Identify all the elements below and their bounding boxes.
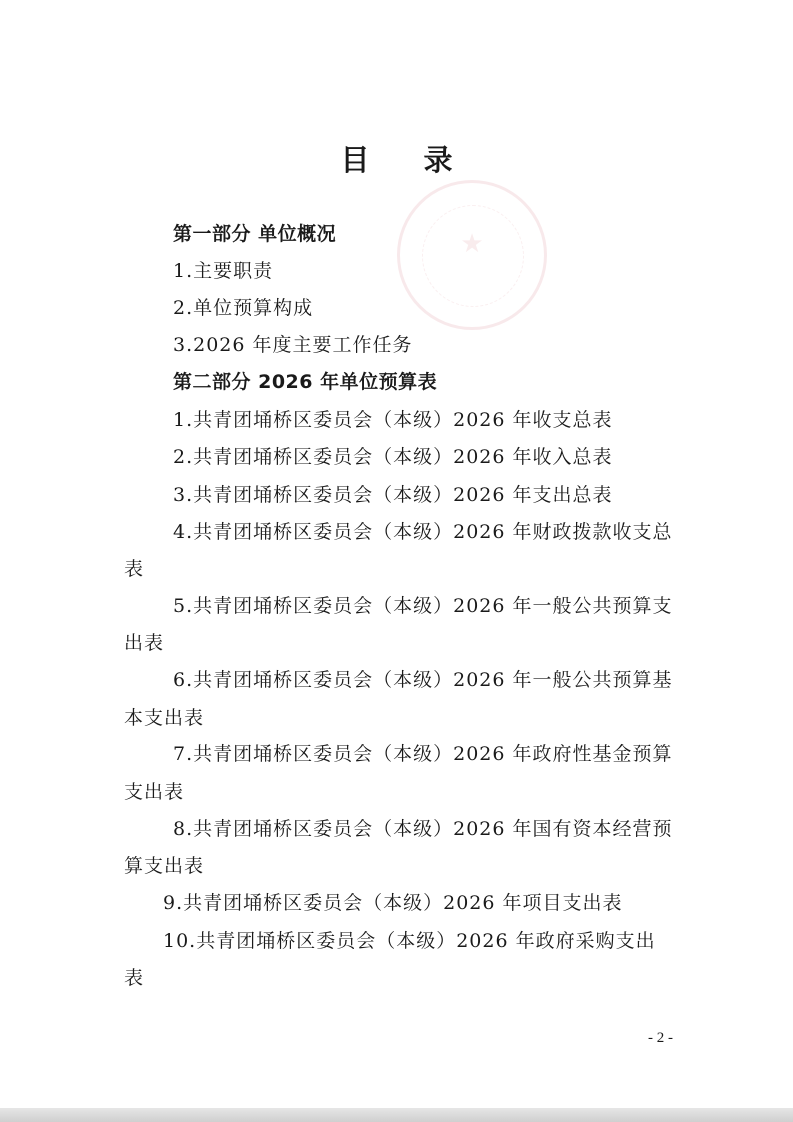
toc-item: 1.共青团埇桥区委员会（本级）2026 年收支总表 xyxy=(173,409,613,431)
toc-item: 5.共青团埇桥区委员会（本级）2026 年一般公共预算支 xyxy=(173,595,673,617)
toc-item: 3.2026 年度主要工作任务 xyxy=(173,334,413,356)
page-title: 目 录 xyxy=(340,143,475,177)
toc-item: 9.共青团埇桥区委员会（本级）2026 年项目支出表 xyxy=(163,892,623,914)
toc-item-continuation: 出表 xyxy=(124,632,165,654)
toc-item: 3.共青团埇桥区委员会（本级）2026 年支出总表 xyxy=(173,484,613,506)
toc-item-continuation: 表 xyxy=(124,967,145,989)
toc-item: 1.主要职责 xyxy=(173,260,274,282)
seal-star-icon: ★ xyxy=(460,229,484,259)
section-heading-2: 第二部分 2026 年单位预算表 xyxy=(173,371,438,393)
toc-item: 2.共青团埇桥区委员会（本级）2026 年收入总表 xyxy=(173,446,613,468)
section-heading-1: 第一部分 单位概况 xyxy=(173,223,337,245)
toc-item: 8.共青团埇桥区委员会（本级）2026 年国有资本经营预 xyxy=(173,818,673,840)
toc-item: 2.单位预算构成 xyxy=(173,297,314,319)
official-seal-watermark xyxy=(397,180,547,330)
toc-item-continuation: 表 xyxy=(124,558,145,580)
scan-edge-bar xyxy=(0,1108,793,1122)
toc-item-continuation: 算支出表 xyxy=(124,855,205,877)
toc-item: 4.共青团埇桥区委员会（本级）2026 年财政拨款收支总 xyxy=(173,521,673,543)
toc-item: 10.共青团埇桥区委员会（本级）2026 年政府采购支出 xyxy=(163,930,656,952)
toc-item-continuation: 本支出表 xyxy=(124,707,205,729)
toc-item-continuation: 支出表 xyxy=(124,781,185,803)
page-number: - 2 - xyxy=(648,1030,673,1046)
toc-item: 7.共青团埇桥区委员会（本级）2026 年政府性基金预算 xyxy=(173,743,673,765)
toc-item: 6.共青团埇桥区委员会（本级）2026 年一般公共预算基 xyxy=(173,669,673,691)
